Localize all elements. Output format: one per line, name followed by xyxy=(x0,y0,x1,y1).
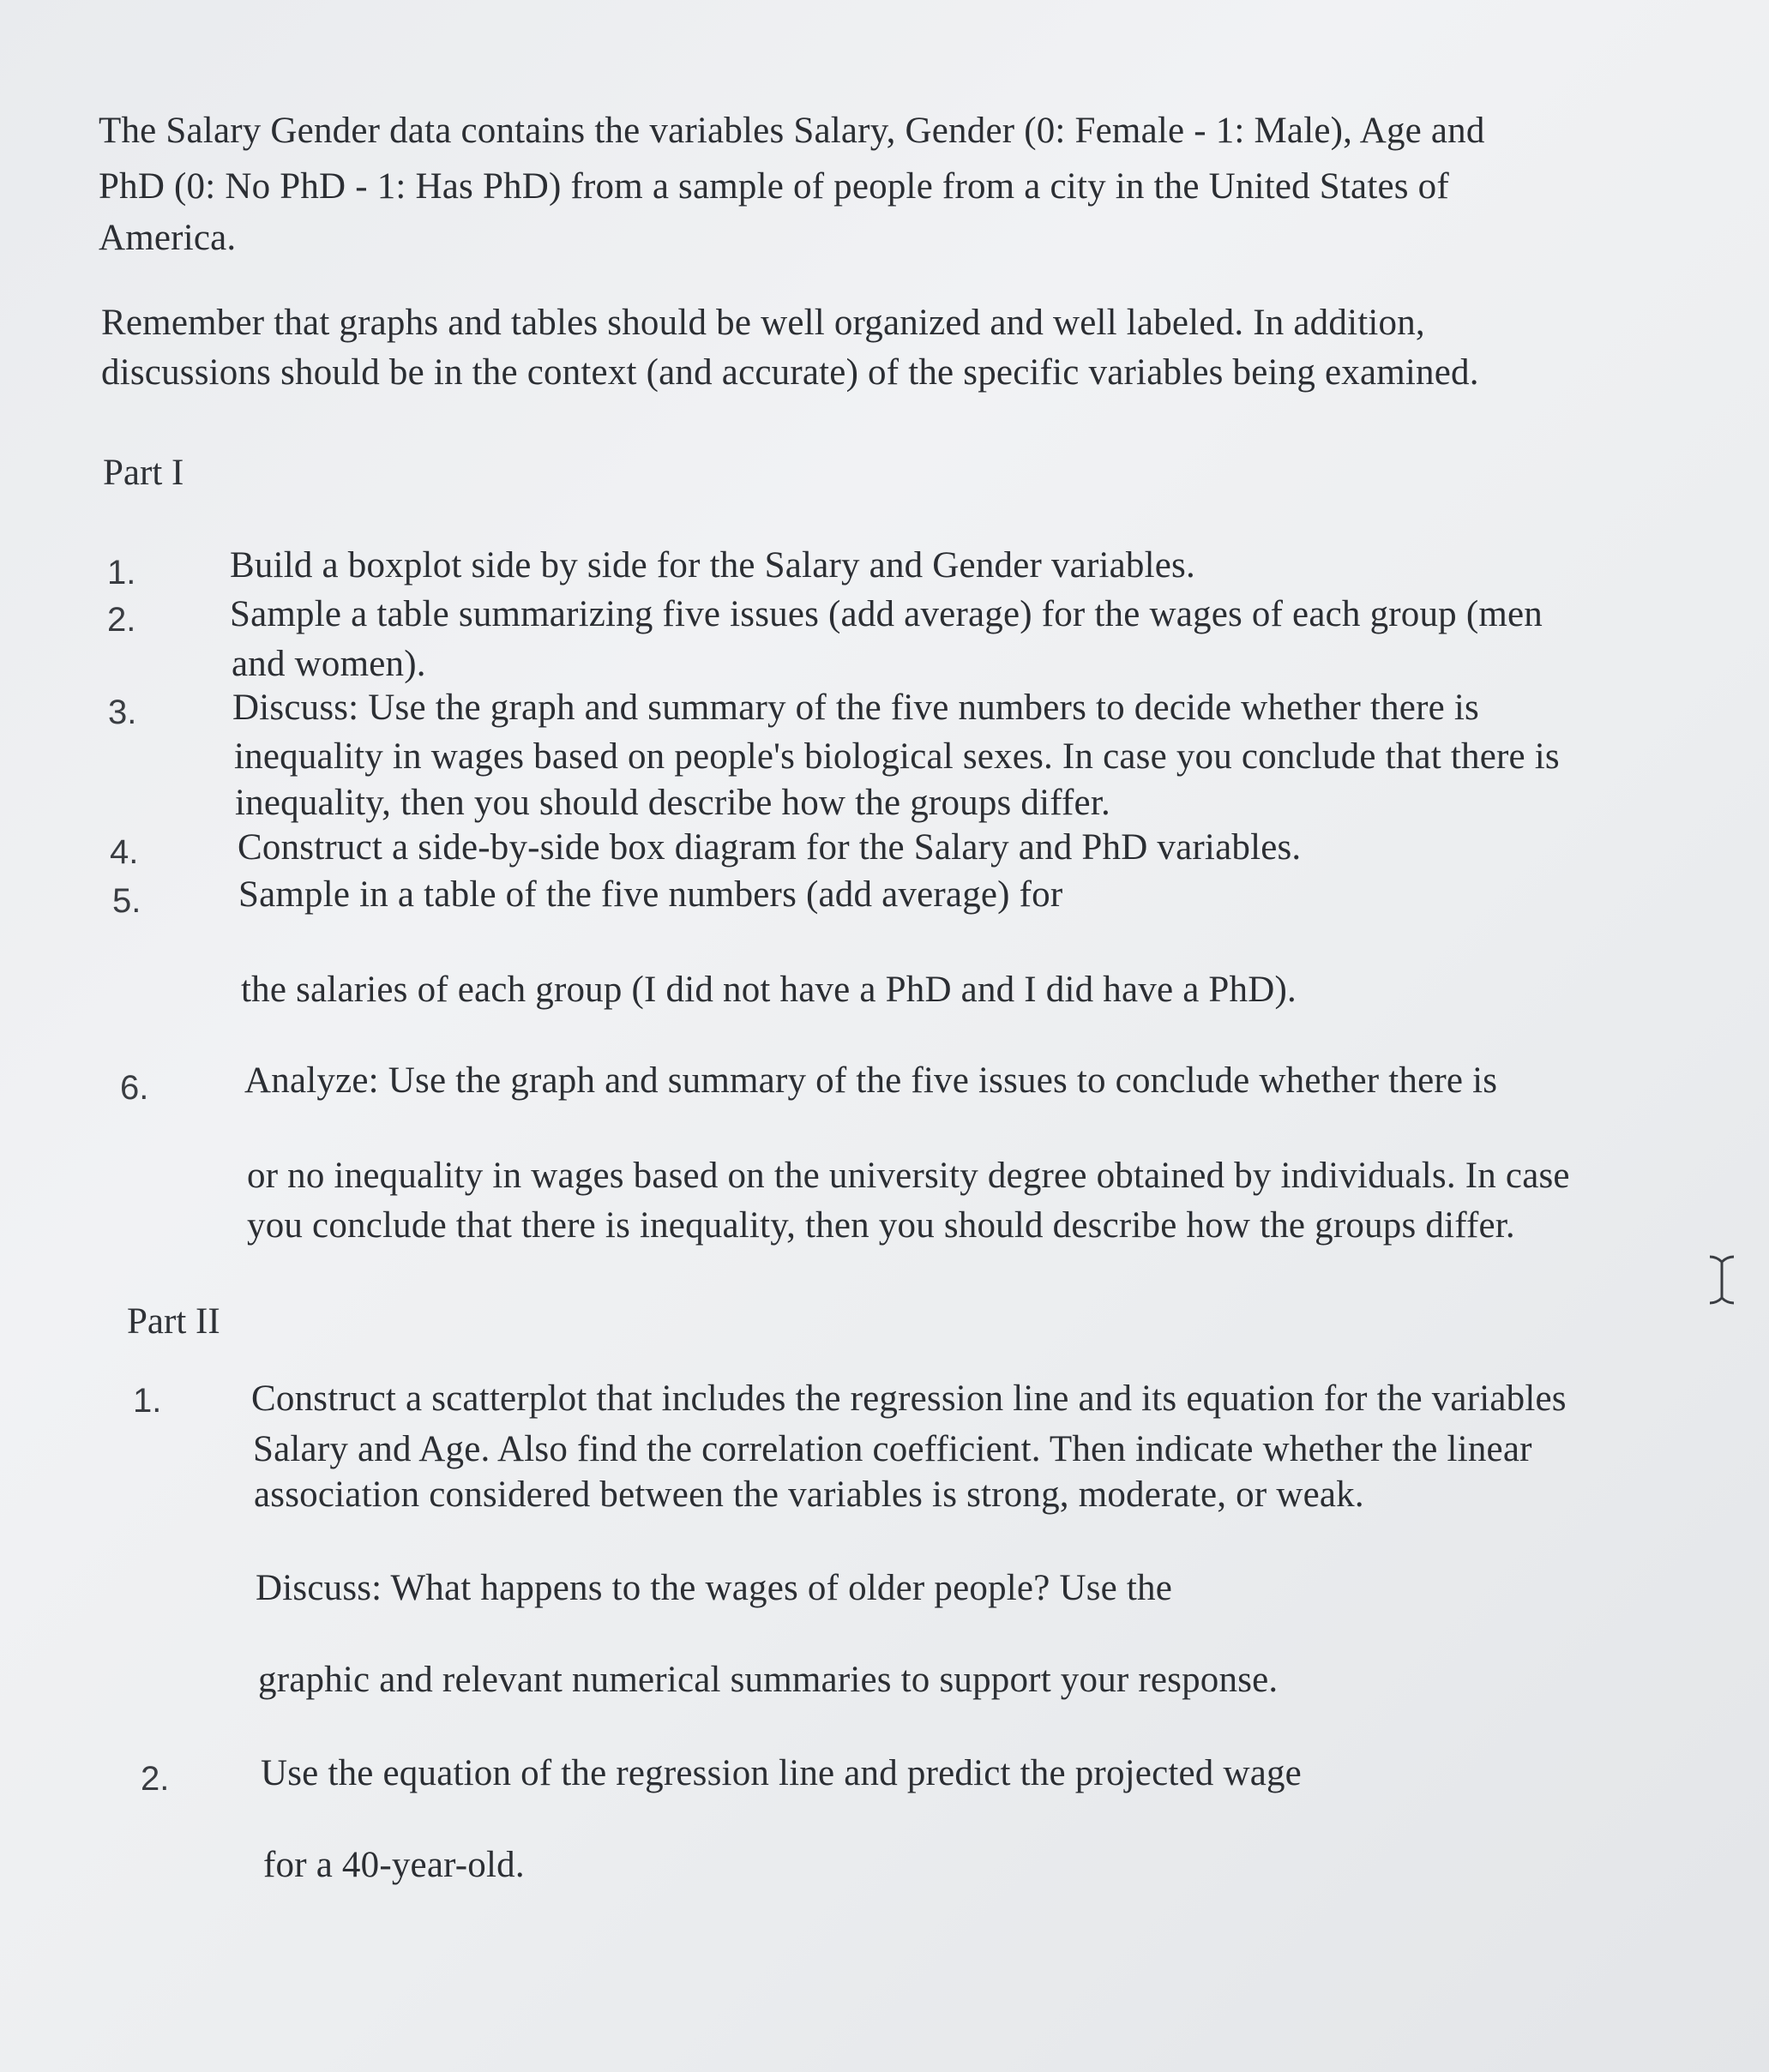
item-text: inequality in wages based on people's biological sexes. In case you conclude that there is xyxy=(234,736,1560,777)
item-number: 5. xyxy=(112,882,141,920)
item-text: Analyze: Use the graph and summary of the five issues to conclude whether there is xyxy=(244,1060,1498,1101)
item-text: association considered between the variables is strong, moderate, or weak. xyxy=(254,1474,1364,1515)
item-number: 4. xyxy=(110,833,139,871)
item-text: you conclude that there is inequality, then you should describe how the groups differ. xyxy=(247,1205,1515,1246)
item-number: 3. xyxy=(108,694,137,731)
item-text: inequality, then you should describe how the groups differ. xyxy=(235,783,1110,823)
intro-line: America. xyxy=(99,218,237,258)
item-text: or no inequality in wages based on the university degree obtained by individuals. In case xyxy=(247,1156,1570,1196)
item-number: 2. xyxy=(141,1760,170,1798)
item-text: Discuss: What happens to the wages of older people? Use the xyxy=(256,1568,1172,1608)
item-text: Construct a scatterplot that includes the regression line and its equation for the variables xyxy=(251,1378,1567,1419)
item-text: Salary and Age. Also find the correlation coefficient. Then indicate whether the linear xyxy=(253,1429,1532,1469)
item-text: Sample a table summarizing five issues (add average) for the wages of each group (men xyxy=(230,594,1543,634)
intro-line: PhD (0: No PhD - 1: Has PhD) from a sample of people from a city in the United States of xyxy=(99,166,1449,207)
intro-line: Remember that graphs and tables should be well organized and well labeled. In addition, xyxy=(101,303,1425,343)
text-cursor-icon xyxy=(1705,1253,1739,1306)
item-text: and women). xyxy=(232,644,426,684)
item-number: 1. xyxy=(107,554,136,592)
item-number: 6. xyxy=(120,1069,149,1107)
intro-line: discussions should be in the context (and accurate) of the specific variables being examined. xyxy=(101,352,1479,393)
item-text: Sample in a table of the five numbers (add average) for xyxy=(238,874,1063,915)
part2-title: Part II xyxy=(127,1301,220,1342)
item-text: for a 40-year-old. xyxy=(263,1845,525,1885)
item-text: Discuss: Use the graph and summary of the five numbers to decide whether there is xyxy=(232,688,1479,728)
intro-line: The Salary Gender data contains the variables Salary, Gender (0: Female - 1: Male), Age and xyxy=(99,111,1485,151)
item-text: Construct a side-by-side box diagram for the Salary and PhD variables. xyxy=(238,827,1302,868)
item-text: graphic and relevant numerical summaries to support your response. xyxy=(258,1660,1279,1700)
item-text: Use the equation of the regression line and predict the projected wage xyxy=(261,1753,1302,1793)
part1-title: Part I xyxy=(103,453,184,493)
item-number: 2. xyxy=(107,601,136,639)
item-text: the salaries of each group (I did not have a PhD and I did have a PhD). xyxy=(241,970,1297,1010)
item-number: 1. xyxy=(133,1382,162,1420)
item-text: Build a boxplot side by side for the Salary and Gender variables. xyxy=(230,545,1195,586)
